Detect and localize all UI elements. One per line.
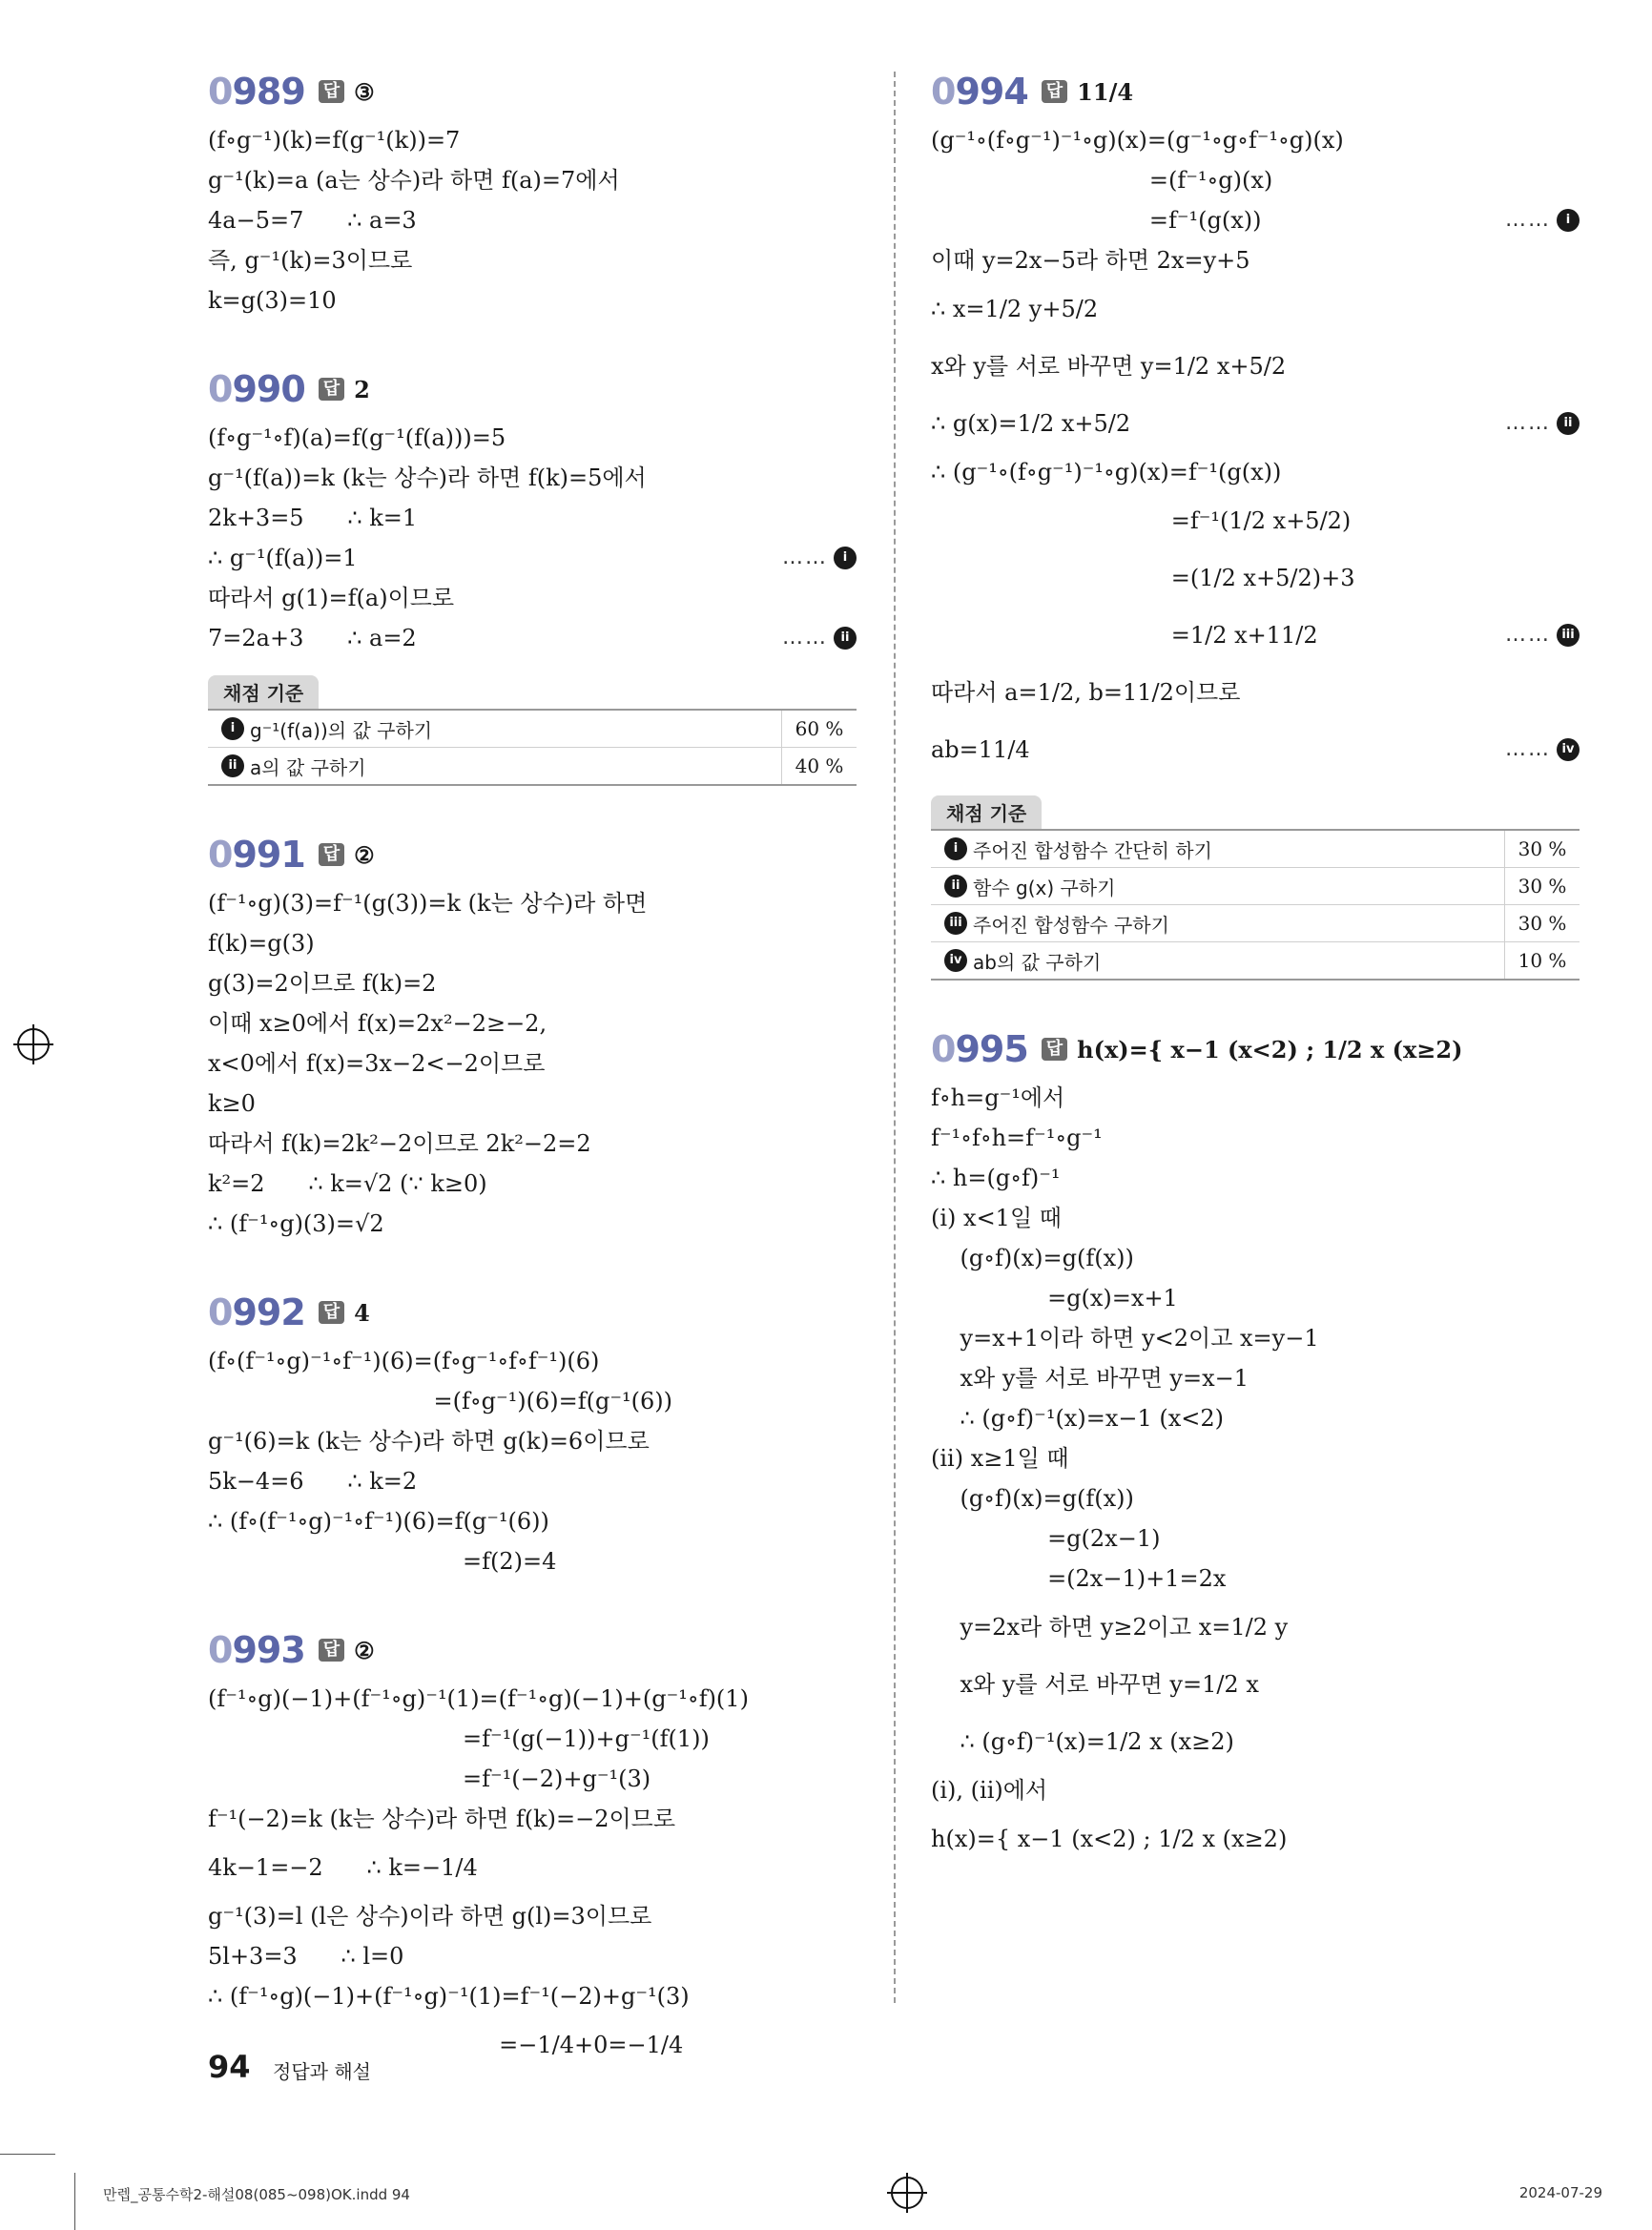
criteria-text: 주어진 합성함수 간단히 하기 [973,838,1212,862]
solution-text: (f∘g⁻¹∘f)(a)=f(g⁻¹(f(a)))=5 [208,424,506,451]
criteria-row [931,942,1580,979]
criteria-percent: 30 % [1504,905,1580,941]
problem-0992 [208,1288,857,1581]
solution-text: =f⁻¹(−2)+g⁻¹(3) [208,1765,651,1792]
solution-text: ∴ g(x)=1/2 x+5/2 [931,410,1131,437]
solution-text: h(x)={ x−1 (x<2) ; 1/2 x (x≥2) [931,1826,1288,1852]
problem-number-lead: 0 [208,834,233,876]
solution-line [931,1478,1580,1518]
problem-0995 [931,1024,1580,1868]
problem-number [208,1629,305,1671]
answer-badge: 답 [1042,1038,1067,1061]
solution-line [931,1358,1580,1398]
solution-line [208,1896,857,1936]
solution-line [931,240,1580,280]
criteria-percent: 40 % [781,748,857,784]
problem-number [208,368,305,410]
solution-line [208,160,857,200]
problem-number-rest: 990 [232,368,305,410]
right-column [931,67,1580,1911]
solution-text: (f⁻¹∘g)(−1)+(f⁻¹∘g)⁻¹(1)=(f⁻¹∘g)(−1)+(g⁻¹∘f)(1) [208,1685,749,1712]
solution-text: ∴ (f∘(f⁻¹∘g)⁻¹∘f⁻¹)(6)=f(g⁻¹(6)) [208,1508,549,1535]
solution-text: ∴ (g⁻¹∘(f∘g⁻¹)⁻¹∘g)(x)=f⁻¹(g(x)) [931,459,1282,485]
criteria-text: ab의 값 구하기 [973,950,1102,974]
solution-text: ∴ (f⁻¹∘g)(−1)+(f⁻¹∘g)⁻¹(1)=f⁻¹(−2)+g⁻¹(3) [208,1983,690,2010]
solution-line [931,200,1580,240]
solution-line [208,240,857,280]
solution-line [931,1278,1580,1318]
solution-text: ∴ g⁻¹(f(a))=1 [208,545,358,571]
solution-text: 4a−5=7 ∴ a=3 [208,207,417,234]
problem-number-lead: 0 [931,71,956,113]
solution-text: (g⁻¹∘(f∘g⁻¹)⁻¹∘g)(x)=(g⁻¹∘g∘f⁻¹∘g)(x) [931,127,1344,154]
solution-line [208,1679,857,1719]
solution-text: 이때 y=2x−5라 하면 2x=y+5 [931,247,1250,274]
criteria-percent: 10 % [1504,942,1580,979]
solution-text: =(2x−1)+1=2x [931,1565,1227,1592]
solution-text: ∴ (g∘f)⁻¹(x)=1/2 x (x≥2) [931,1728,1234,1755]
step-marker-dots: …… [1505,208,1551,232]
scoring-criteria-title: 채점 기준 [931,795,1042,829]
solution-line [931,1599,1580,1656]
answer-value: h(x)={ x−1 (x<2) ; 1/2 x (x≥2) [1077,1035,1463,1063]
solution-line [208,1461,857,1501]
problem-0990 [208,364,857,786]
scoring-criteria-table [931,829,1580,981]
file-name: 만렙_공통수학2-해설08(085~098)OK.indd 94 [103,2186,410,2203]
registration-mark-bottom [891,2177,923,2209]
step-marker [1505,721,1580,778]
solution-line [208,963,857,1003]
problem-number-rest: 989 [232,71,305,113]
solution-text: (ii) x≥1일 때 [931,1445,1069,1472]
answer-value: 4 [354,1298,370,1327]
solution-text: ∴ h=(g∘f)⁻¹ [931,1165,1061,1191]
solution-text: =g(2x−1) [931,1525,1161,1552]
solution-text: 7=2a+3 ∴ a=2 [208,625,417,651]
column-divider [894,72,896,2003]
problem-header [208,1625,857,1675]
solution-line [208,1124,857,1164]
page-number: 94 [208,2049,251,2085]
solution-text: (f⁻¹∘g)(3)=f⁻¹(g(3))=k (k는 상수)라 하면 [208,890,648,917]
criteria-label [931,836,1504,863]
problem-number-rest: 992 [232,1291,305,1333]
solution-text: =f⁻¹(1/2 x+5/2) [931,507,1352,534]
step-marker [782,538,857,578]
step-number-icon: iv [944,949,967,972]
solution-line [931,1158,1580,1198]
solution-line [208,458,857,498]
solution-line [931,1713,1580,1770]
answer-badge: 답 [1042,80,1067,103]
solution-text: =g(x)=x+1 [931,1285,1178,1311]
solution-line [931,1810,1580,1868]
step-marker [1505,395,1580,452]
problem-number-rest: 995 [955,1028,1028,1070]
solution-line [931,1198,1580,1238]
solution-text: =f(2)=4 [208,1548,557,1575]
solution-line [931,1559,1580,1599]
problem-0989 [208,67,857,320]
solution-text: ∴ (f⁻¹∘g)(3)=√2 [208,1210,384,1237]
solution-line [208,1839,857,1896]
solution-text: (i) x<1일 때 [931,1205,1062,1231]
print-date: 2024-07-29 [1518,2184,1602,2201]
step-marker-dots: …… [782,626,828,650]
solution-line [208,1421,857,1461]
solution-line [931,395,1580,452]
solution-text: y=2x라 하면 y≥2이고 x=1/2 y [931,1614,1289,1641]
solution-text: g⁻¹(k)=a (a는 상수)라 하면 f(a)=7에서 [208,167,620,194]
problem-number-rest: 991 [232,834,305,876]
solution-line [208,1976,857,2016]
criteria-row [931,905,1580,942]
solution-line [208,538,857,578]
solution-line [208,1341,857,1381]
solution-text: 즉, g⁻¹(k)=3이므로 [208,247,413,274]
solution-text: 4k−1=−2 ∴ k=−1/4 [208,1854,478,1881]
problem-number [208,834,305,876]
solution-line [208,1759,857,1799]
solution-line [931,1398,1580,1438]
answer-value: ③ [354,77,375,106]
answer-value: 11/4 [1077,77,1134,106]
criteria-label [208,753,781,780]
solution-text: x와 y를 서로 바꾸면 y=1/2 x [931,1671,1259,1698]
problem-number [931,1028,1028,1070]
solution-line [208,1541,857,1581]
step-number-icon: iv [1557,738,1580,761]
solution-text: k²=2 ∴ k=√2 (∵ k≥0) [208,1170,487,1197]
answer-badge: 답 [319,1301,344,1324]
solution-text: (g∘f)(x)=g(f(x)) [931,1245,1134,1271]
solution-text: x와 y를 서로 바꾸면 y=1/2 x+5/2 [931,353,1287,380]
solution-line [208,923,857,963]
criteria-percent: 30 % [1504,831,1580,867]
solution-line [208,498,857,538]
solution-line [208,1936,857,1976]
solution-line [931,492,1580,549]
problem-number-lead: 0 [208,1291,233,1333]
criteria-label [931,873,1504,900]
answer-badge: 답 [319,1639,344,1662]
registration-mark-left [17,1028,50,1061]
criteria-text: 함수 g(x) 구하기 [973,876,1116,899]
solution-text: (f∘(f⁻¹∘g)⁻¹∘f⁻¹)(6)=(f∘g⁻¹∘f∘f⁻¹)(6) [208,1348,600,1374]
solution-line [208,1799,857,1839]
answer-value: ② [354,1636,375,1664]
criteria-percent: 30 % [1504,868,1580,904]
solution-line [208,618,857,658]
step-marker [1505,200,1580,240]
solution-text: 따라서 g(1)=f(a)이므로 [208,585,455,611]
problem-header [208,830,857,879]
solution-line [931,1656,1580,1713]
solution-text: ∴ x=1/2 y+5/2 [931,296,1099,322]
solution-text: 2k+3=5 ∴ k=1 [208,505,418,531]
criteria-row [208,748,857,784]
solution-text: (i), (ii)에서 [931,1777,1048,1804]
problem-number-lead: 0 [208,71,233,113]
solution-text: g⁻¹(f(a))=k (k는 상수)라 하면 f(k)=5에서 [208,465,647,491]
criteria-row [931,831,1580,868]
step-number-icon: ii [944,875,967,898]
solution-line [208,1719,857,1759]
solution-text: f⁻¹(−2)=k (k는 상수)라 하면 f(k)=−2이므로 [208,1806,676,1832]
criteria-label [931,910,1504,938]
solution-line [931,1078,1580,1118]
problem-number-rest: 993 [232,1629,305,1671]
solution-line [208,1204,857,1244]
solution-line [208,200,857,240]
solution-line [931,338,1580,395]
problem-0994 [931,67,1580,981]
problem-header [208,364,857,414]
solution-line [931,721,1580,778]
step-number-icon: i [944,837,967,860]
criteria-label [931,947,1504,975]
solution-text: f⁻¹∘f∘h=f⁻¹∘g⁻¹ [931,1125,1103,1151]
solution-text: 5l+3=3 ∴ l=0 [208,1943,404,1970]
step-number-icon: i [834,547,857,569]
problem-number [931,71,1028,113]
step-marker-dots: …… [1505,737,1551,761]
solution-line [931,452,1580,492]
solution-line [931,1770,1580,1810]
solution-text: (f∘g⁻¹)(k)=f(g⁻¹(k))=7 [208,127,461,154]
solution-line [931,607,1580,664]
solution-line [208,1084,857,1124]
step-number-icon: ii [1557,412,1580,435]
problem-number-lead: 0 [931,1028,956,1070]
solution-text: (g∘f)(x)=g(f(x)) [931,1485,1134,1512]
criteria-text: a의 값 구하기 [250,755,366,779]
scoring-criteria-title: 채점 기준 [208,675,319,709]
solution-text: f∘h=g⁻¹에서 [931,1084,1065,1111]
solution-text: =(f⁻¹∘g)(x) [931,167,1273,194]
step-number-icon: i [221,717,244,740]
step-marker [1505,607,1580,664]
problem-header [931,67,1580,116]
step-marker [782,618,857,658]
criteria-label [208,715,781,743]
solution-text: ∴ (g∘f)⁻¹(x)=x−1 (x<2) [931,1405,1224,1432]
problem-number [208,71,305,113]
solution-text: 이때 x≥0에서 f(x)=2x²−2≥−2, [208,1010,547,1037]
step-number-icon: ii [221,754,244,777]
problem-header [931,1024,1580,1074]
problem-number-rest: 994 [955,71,1028,113]
step-marker-dots: …… [1505,411,1551,435]
problem-number-lead: 0 [208,368,233,410]
solution-text: 따라서 f(k)=2k²−2이므로 2k²−2=2 [208,1130,591,1157]
solution-text: y=x+1이라 하면 y<2이고 x=y−1 [931,1325,1319,1352]
solution-line [208,578,857,618]
answer-badge: 답 [319,80,344,103]
problem-0991 [208,830,857,1244]
criteria-percent: 60 % [781,711,857,747]
solution-line [931,1238,1580,1278]
answer-value: ② [354,840,375,869]
solution-text: =(f∘g⁻¹)(6)=f(g⁻¹(6)) [208,1388,672,1414]
solution-text: ab=11/4 [931,736,1030,763]
step-marker-dots: …… [1505,623,1551,647]
step-number-icon: i [1557,209,1580,232]
solution-text: g(3)=2이므로 f(k)=2 [208,970,437,997]
solution-line [208,1381,857,1421]
solution-line [208,120,857,160]
scoring-criteria [931,795,1580,981]
answer-value: 2 [354,375,370,403]
criteria-row [208,711,857,748]
left-column [208,67,857,2117]
crop-mark-vertical [74,2173,75,2230]
step-number-icon: ii [834,627,857,650]
solution-text: x<0에서 f(x)=3x−2<−2이므로 [208,1050,546,1077]
solution-text: =f⁻¹(g(x)) [931,207,1262,234]
solution-text: g⁻¹(6)=k (k는 상수)라 하면 g(k)=6이므로 [208,1428,650,1455]
solution-text: g⁻¹(3)=l (l은 상수)이라 하면 g(l)=3이므로 [208,1903,652,1930]
step-number-icon: iii [1557,624,1580,647]
crop-mark-horizontal [0,2154,55,2155]
solution-text: =f⁻¹(g(−1))+g⁻¹(f(1)) [208,1725,710,1752]
solution-line [208,1501,857,1541]
criteria-text: g⁻¹(f(a))의 값 구하기 [250,718,433,742]
scoring-criteria [208,675,857,786]
problem-0993 [208,1625,857,2074]
solution-line [931,120,1580,160]
step-marker-dots: …… [782,546,828,569]
solution-line [931,160,1580,200]
solution-line [208,1003,857,1043]
solution-text: 따라서 a=1/2, b=11/2이므로 [931,679,1241,706]
problem-number [208,1291,305,1333]
problem-header [208,67,857,116]
solution-text: k≥0 [208,1090,256,1117]
solution-line [208,418,857,458]
solution-line [208,883,857,923]
solution-line [931,664,1580,721]
solution-line [931,1118,1580,1158]
solution-line [931,549,1580,607]
solution-text: =1/2 x+11/2 [931,622,1318,649]
solution-text: x와 y를 서로 바꾸면 y=x−1 [931,1365,1249,1392]
problem-header [208,1288,857,1337]
solution-line [931,1518,1580,1559]
solution-line [931,1438,1580,1478]
page-label: 정답과 해설 [273,2060,371,2083]
solution-line [931,280,1580,338]
solution-line [208,1164,857,1204]
solution-line [931,1318,1580,1358]
solution-text: =−1/4+0=−1/4 [208,2032,684,2058]
solution-line [208,1043,857,1084]
solution-text: k=g(3)=10 [208,287,337,314]
solution-line [208,280,857,320]
answer-badge: 답 [319,378,344,401]
scoring-criteria-table [208,709,857,786]
step-number-icon: iii [944,912,967,935]
solution-text: 5k−4=6 ∴ k=2 [208,1468,418,1495]
problem-number-lead: 0 [208,1629,233,1671]
solution-text: =(1/2 x+5/2)+3 [931,565,1355,591]
criteria-text: 주어진 합성함수 구하기 [973,913,1169,937]
solution-text: f(k)=g(3) [208,930,315,957]
answer-badge: 답 [319,843,344,866]
criteria-row [931,868,1580,905]
